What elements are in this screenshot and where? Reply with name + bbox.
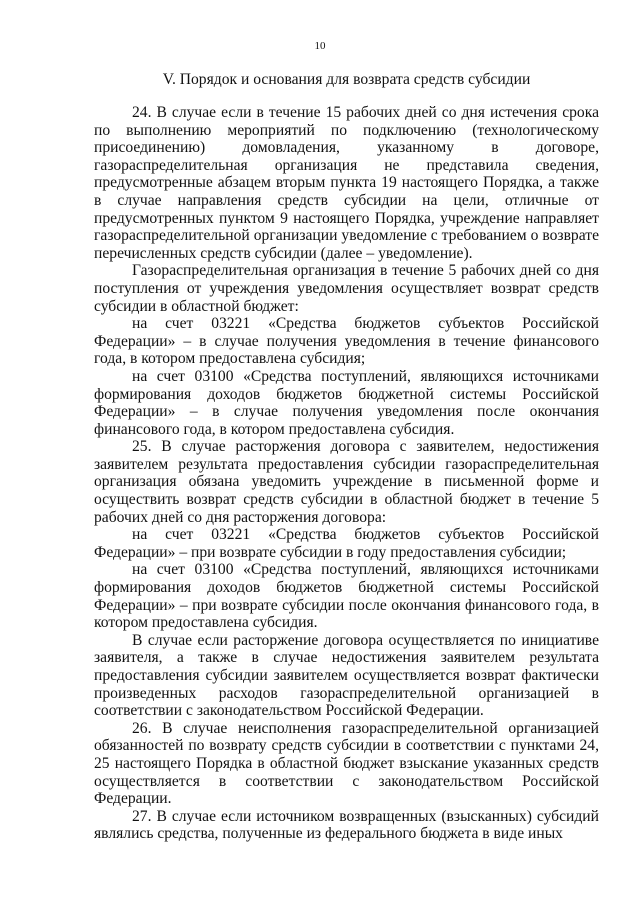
paragraph-27: 27. В случае если источником возвращенных (взысканных) субсидий являлись средства, полученные из федерального бюджета в виде иных — [94, 807, 599, 843]
paragraph-account-03100: на счет 03100 «Средства поступлений, являющихся источниками формирования доходов бюджетов бюджетной системы Российской Федерации» – в случае получения уведомления после окончания финансового года, в котором предоставлена субсидия. — [94, 367, 599, 438]
paragraph-24: 24. В случае если в течение 15 рабочих дней со дня истечения срока по выполнению мероприятий по подключению (технологическому присоединению) домовладения, указанному в договоре, газораспределительная организация не представила сведения, предусмотренные абзацем вторым пункта 19 настоящего Порядка, а также в случае направления средств субсидии на цели, отличные от предусмотренных пунктом 9 настоящего Порядка, учреждение направляет газораспределительной организации уведомление с требованием о возврате перечисленных средств субсидии (далее – уведомление). — [94, 104, 599, 262]
section-heading: V. Порядок и основания для возврата средств субсидии — [162, 71, 531, 88]
paragraph-26: 26. В случае неисполнения газораспределительной организацией обязанностей по возврату средств субсидии в соответствии с пунктами 24, 25 настоящего Порядка в областной бюджет взыскание указанных средств осуществляется в соответствии с законодательством Российской Федерации. — [94, 719, 599, 808]
document-body — [94, 104, 599, 843]
paragraph-25: 25. В случае расторжения договора с заявителем, недостижения заявителем результата предоставления субсидии газораспределительная организация обязана уведомить учреждение в письменной форме и осуществить возврат средств субсидии в областной бюджет в течение 5 рабочих дней со дня расторжения договора: — [94, 438, 599, 526]
paragraph-account-03100-return: на счет 03100 «Средства поступлений, являющихся источниками формирования доходов бюджетов бюджетной системы Российской Федерации» – при возврате субсидии после окончания финансового года, в котором предоставлена субсидия. — [94, 561, 599, 632]
page-number: 10 — [314, 40, 326, 52]
paragraph-return-terms: Газораспределительная организация в течение 5 рабочих дней со дня поступления от учреждения уведомления осуществляет возврат средств субсидии в областной бюджет: — [94, 262, 599, 315]
paragraph-account-03221-return: на счет 03221 «Средства бюджетов субъектов Российской Федерации» – при возврате субсидии в году предоставления субсидии; — [94, 526, 599, 561]
paragraph-applicant-initiative: В случае если расторжение договора осуществляется по инициативе заявителя, а также в случае недостижения заявителем результата предоставления субсидии заявителем осуществляется возврат фактически произведенных расходов газораспределительной организацией в соответствии с законодательством Российской Федерации. — [94, 631, 599, 720]
paragraph-account-03221: на счет 03221 «Средства бюджетов субъектов Российской Федерации» – в случае получения уведомления в течение финансового года, в котором предоставлена субсидия; — [94, 315, 599, 368]
